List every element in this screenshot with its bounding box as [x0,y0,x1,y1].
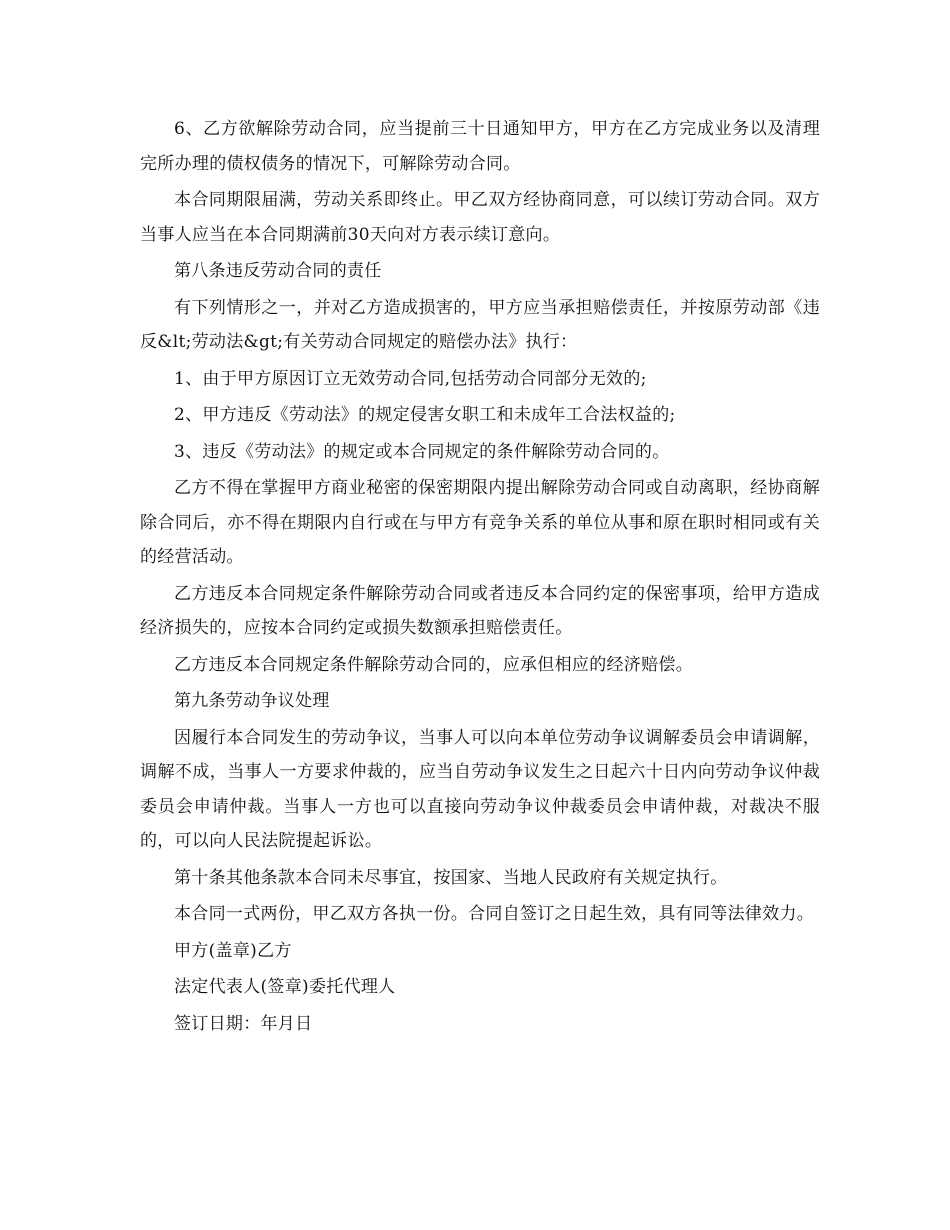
paragraph-confidentiality: 乙方不得在掌握甲方商业秘密的保密期限内提出解除劳动合同或自动离职，经协商解除合同后，亦不得在期限内自行或在与甲方有竞争关系的单位从事和原在职时相同或有关的经营活动。 [140,478,820,567]
heading-article-8: 第八条违反劳动合同的责任 [174,261,382,281]
signature-date-line: 签订日期：年月日 [174,1013,313,1034]
signature-representative-line: 法定代表人(签章)委托代理人 [174,977,396,997]
paragraph-breach-compensation: 乙方违反本合同规定条件解除劳动合同或者违反本合同约定的保密事项，给甲方造成经济损失的，应按本合同约定或损失数额承担赔偿责任。 [140,583,820,638]
paragraph-copies-effect: 本合同一式两份，甲乙双方各执一份。合同自签订之日起生效，具有同等法律效力。 [174,904,815,924]
heading-article-10: 第十条其他条款本合同未尽事宜，按国家、当地人民政府有关规定执行。 [174,867,728,888]
paragraph-clause-6-termination: 6、乙方欲解除劳动合同，应当提前三十日通知甲方，甲方在乙方完成业务以及清理完所办理的债权债务的情况下，可解除劳动合同。 [140,119,820,174]
list-item-3: 3、违反《劳动法》的规定或本合同规定的条件解除劳动合同的。 [174,441,670,462]
paragraph-liability-intro: 有下列情形之一，并对乙方造成损害的，甲方应当承担赔偿责任，并按原劳动部《违反&lt;劳动法&gt;有关劳动合同规定的赔偿办法》执行： [140,297,820,352]
list-item-2: 2、甲方违反《劳动法》的规定侵害女职工和未成年工合法权益的; [174,405,676,425]
paragraph-contract-expiry: 本合同期限届满，劳动关系即终止。甲乙双方经协商同意，可以续订劳动合同。双方当事人应当在本合同期满前30天向对方表示续订意向。 [140,190,820,245]
paragraph-dispute-resolution: 因履行本合同发生的劳动争议，当事人可以向本单位劳动争议调解委员会申请调解，调解不成，当事人一方要求仲裁的，应当自劳动争议发生之日起六十日内向劳动争议仲裁委员会申请仲裁。当事人一方也可以直接向劳动争议仲裁委员会申请仲裁，对裁决不服的，可以向人民法院提起诉讼。 [140,727,820,851]
signature-party-line: 甲方(盖章)乙方 [174,940,292,961]
list-item-1: 1、由于甲方原因订立无效劳动合同,包括劳动合同部分无效的; [174,368,647,389]
paragraph-economic-compensation: 乙方违反本合同规定条件解除劳动合同的，应承但相应的经济赔偿。 [174,654,693,675]
heading-article-9: 第九条劳动争议处理 [174,691,330,711]
